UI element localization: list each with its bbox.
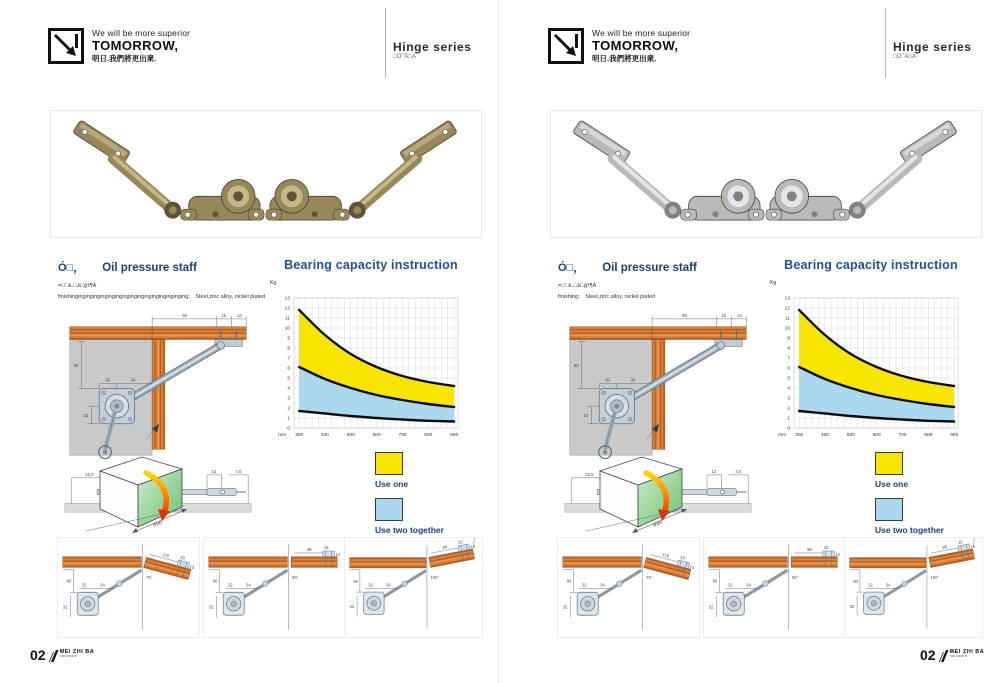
svg-text:32: 32 (849, 603, 855, 609)
svg-text:22.5: 22.5 (585, 471, 594, 477)
svg-text:8: 8 (787, 346, 790, 352)
svg-text:3: 3 (287, 396, 290, 402)
product-photo-box (550, 110, 982, 238)
svg-text:600: 600 (372, 433, 381, 438)
svg-text:10: 10 (784, 326, 790, 332)
svg-text:4: 4 (287, 386, 290, 392)
angle-diagram-75 (557, 537, 700, 638)
spec-line: =□′□k.□,k□ģ′t¶Ā (58, 283, 97, 289)
section-prefix-chinese: Ó□， (58, 262, 85, 274)
section-heading (558, 259, 697, 275)
svg-text:32: 32 (208, 604, 214, 610)
legend-item-use-two (875, 498, 944, 535)
svg-text:14: 14 (736, 312, 742, 318)
svg-text:80: 80 (353, 578, 358, 584)
footer-logo (49, 649, 95, 663)
svg-text:96: 96 (182, 312, 187, 318)
legend-item-use-one (875, 452, 944, 489)
svg-text:80: 80 (566, 578, 572, 584)
bearing-capacity-chart (760, 258, 982, 450)
brand-logo (548, 28, 584, 64)
svg-text:90°: 90° (792, 574, 799, 580)
footer-brand: MEI ZHI BA (59, 649, 95, 655)
svg-text:96: 96 (807, 547, 812, 553)
svg-text:32: 32 (727, 582, 733, 588)
section-title: Oil pressure staff (602, 262, 697, 274)
svg-text:32: 32 (227, 582, 233, 588)
series-subtitle: □O′˝A□A (393, 54, 417, 61)
legend-label: Use two together (375, 525, 444, 535)
legend-item-use-two (375, 498, 444, 535)
svg-text:0: 0 (787, 426, 790, 432)
svg-text:34: 34 (100, 582, 105, 588)
series-title: Hinge series (393, 40, 472, 54)
svg-text:80: 80 (212, 578, 218, 584)
cabinet-illustration (86, 449, 191, 539)
svg-text:32: 32 (81, 582, 87, 588)
svg-text:100°: 100° (430, 575, 440, 581)
series-block (393, 40, 472, 62)
cabinet-illustration (586, 449, 691, 539)
angle-diagram-90 (703, 537, 846, 638)
svg-text:11: 11 (285, 316, 290, 322)
svg-text:15: 15 (721, 312, 727, 318)
header-brand: TOMORROW, (92, 37, 179, 53)
chart-legend (875, 452, 944, 544)
header-brand: TOMORROW, (592, 37, 679, 53)
svg-text:75°: 75° (146, 574, 153, 580)
svg-text:14: 14 (335, 551, 341, 557)
svg-text:300: 300 (295, 433, 304, 438)
svg-text:88: 88 (942, 544, 948, 550)
chart-plot (260, 274, 482, 450)
footer-slash-icon (939, 649, 949, 663)
header-tagline: We will be more superior (592, 28, 691, 38)
svg-text:34: 34 (746, 582, 751, 588)
svg-text:13: 13 (784, 296, 790, 302)
svg-text:80: 80 (73, 362, 79, 368)
svg-text:2: 2 (287, 406, 290, 412)
section-title: Oil pressure staff (102, 262, 197, 274)
svg-text:80: 80 (853, 578, 858, 584)
section-heading (58, 259, 197, 275)
svg-text:5: 5 (787, 376, 790, 382)
legend-swatch-yellow (375, 452, 403, 475)
svg-text:4: 4 (787, 386, 790, 392)
svg-text:6: 6 (787, 366, 790, 372)
finishing-value: Steel,zinc alloy, nickel plated (195, 294, 266, 300)
svg-text:400: 400 (320, 433, 329, 438)
svg-text:400: 400 (820, 433, 829, 438)
svg-text:100°: 100° (930, 575, 940, 581)
header-tagline: We will be more superior (92, 28, 191, 38)
svg-text:96: 96 (307, 547, 312, 553)
svg-text:0: 0 (287, 426, 290, 432)
legend-swatch-blue (375, 498, 403, 521)
hinge-left-unit (73, 120, 264, 220)
hinge-left-unit (573, 120, 764, 220)
legend-label: Use one (375, 479, 409, 489)
legend-label: Use one (875, 479, 909, 489)
svg-text:15: 15 (221, 312, 227, 318)
footer-slash-icon (49, 649, 59, 663)
svg-text:13: 13 (284, 296, 290, 302)
bearing-capacity-chart (260, 258, 482, 450)
svg-text:500: 500 (846, 433, 855, 438)
angle-diagram-90 (203, 537, 346, 638)
chart-plot (760, 274, 982, 450)
svg-text:8: 8 (287, 346, 290, 352)
svg-text:32: 32 (83, 412, 89, 418)
hinge-product-image (51, 113, 479, 234)
svg-text:Kg: Kg (270, 280, 277, 286)
legend-swatch-blue (875, 498, 903, 521)
hinge-right-unit (266, 120, 457, 220)
series-subtitle: □O′˝A□A (893, 54, 917, 61)
page-number: 02 (30, 647, 46, 663)
svg-text:14: 14 (469, 543, 476, 550)
footer-brand-sub: hardware (949, 654, 968, 659)
svg-text:32: 32 (349, 603, 355, 609)
svg-text:32: 32 (868, 582, 873, 588)
catalog-page (500, 0, 1000, 683)
svg-text:34: 34 (600, 582, 605, 588)
svg-text:900: 900 (950, 433, 959, 438)
svg-text:15: 15 (957, 539, 964, 545)
svg-text:900: 900 (450, 433, 459, 438)
svg-text:32: 32 (708, 604, 714, 610)
svg-text:7: 7 (287, 356, 290, 362)
svg-text:14: 14 (969, 543, 976, 550)
hinge-product-image (551, 113, 979, 234)
series-block (893, 40, 972, 62)
angle-diagram-75 (57, 537, 200, 638)
svg-text:3: 3 (787, 396, 790, 402)
svg-text:96: 96 (682, 312, 687, 318)
svg-text:34: 34 (130, 377, 136, 383)
finishing-line (58, 292, 265, 300)
installation-diagram (560, 310, 756, 467)
page-footer (920, 648, 984, 663)
hinge-right-unit (766, 120, 957, 220)
svg-text:10: 10 (284, 326, 290, 332)
svg-text:15: 15 (323, 545, 329, 551)
svg-text:1: 1 (787, 416, 790, 422)
angle-diagram-100 (844, 537, 983, 638)
svg-text:7: 7 (787, 356, 790, 362)
svg-text:9: 9 (287, 336, 290, 342)
chart-legend (375, 452, 444, 544)
page-number: 02 (920, 647, 936, 663)
svg-text:800: 800 (424, 433, 433, 438)
installation-diagram (60, 310, 256, 467)
svg-text:30: 30 (105, 377, 110, 383)
svg-text:34: 34 (246, 582, 251, 588)
legend-item-use-one (375, 452, 444, 489)
svg-text:300: 300 (795, 433, 804, 438)
svg-text:18: 18 (179, 554, 186, 561)
svg-text:80: 80 (712, 578, 718, 584)
footer-brand-sub: hardware (59, 654, 78, 659)
finishing-value: Steel,zinc alloy, nickel plated (585, 294, 656, 300)
svg-text:18: 18 (679, 554, 686, 561)
svg-text:90°: 90° (292, 574, 299, 580)
svg-text:15: 15 (823, 545, 829, 551)
svg-text:12: 12 (711, 468, 717, 474)
svg-text:13: 13 (688, 564, 695, 571)
svg-text:32: 32 (562, 604, 568, 610)
legend-swatch-yellow (875, 452, 903, 475)
svg-text:34: 34 (885, 582, 891, 588)
svg-text:mm: mm (152, 519, 164, 529)
svg-text:12: 12 (284, 306, 290, 312)
svg-text:34: 34 (630, 377, 636, 383)
spec-line: =□′□k.□,k□ģ′t¶Ā (558, 283, 597, 289)
svg-text:2: 2 (787, 406, 790, 412)
svg-text:Kg: Kg (770, 280, 777, 286)
svg-text:15: 15 (457, 539, 464, 545)
header-divider (385, 8, 386, 78)
svg-text:mm: mm (278, 433, 287, 438)
header-divider (885, 8, 886, 78)
svg-text:500: 500 (346, 433, 355, 438)
chart-title: Bearing capacity instruction (284, 258, 458, 272)
svg-text:32: 32 (368, 582, 373, 588)
product-photo-box (50, 110, 482, 238)
svg-text:4.5: 4.5 (735, 468, 742, 474)
finishing-line (558, 292, 655, 300)
svg-text:88: 88 (442, 544, 448, 550)
header-text (92, 29, 190, 63)
svg-text:1: 1 (287, 416, 290, 422)
svg-text:32: 32 (62, 604, 68, 610)
svg-text:11: 11 (785, 316, 790, 322)
svg-text:30: 30 (605, 377, 610, 383)
svg-text:22.5: 22.5 (85, 471, 94, 477)
svg-text:5: 5 (287, 376, 290, 382)
svg-text:75°: 75° (646, 574, 653, 580)
legend-label: Use two together (875, 525, 944, 535)
section-prefix-chinese: Ó□， (558, 262, 585, 274)
svg-text:4.5: 4.5 (235, 468, 242, 474)
svg-text:80: 80 (66, 578, 72, 584)
header-text (592, 29, 690, 63)
svg-text:14: 14 (835, 551, 841, 557)
brand-logo (48, 28, 84, 64)
svg-text:mm: mm (778, 433, 787, 438)
svg-text:34: 34 (385, 582, 391, 588)
footer-logo (939, 649, 985, 663)
chart-title: Bearing capacity instruction (784, 258, 958, 272)
svg-text:700: 700 (898, 433, 907, 438)
svg-text:6: 6 (287, 366, 290, 372)
finishing-label: finishing： (558, 294, 584, 300)
svg-text:700: 700 (398, 433, 407, 438)
angle-diagram-100 (344, 537, 483, 638)
header-brand-chinese: 明日.我們將更出衆. (92, 53, 157, 63)
finishing-label: finishinginginginginginginginginginginginginginginging： (58, 294, 194, 300)
svg-text:800: 800 (924, 433, 933, 438)
svg-text:12: 12 (784, 306, 790, 312)
svg-text:9: 9 (787, 336, 790, 342)
series-title: Hinge series (893, 40, 972, 54)
svg-text:32: 32 (581, 582, 587, 588)
svg-text:80: 80 (573, 362, 579, 368)
svg-text:32: 32 (583, 412, 589, 418)
svg-text:600: 600 (872, 433, 881, 438)
svg-text:13: 13 (188, 564, 195, 571)
footer-brand: MEI ZHI BA (949, 649, 985, 655)
svg-text:12: 12 (211, 468, 217, 474)
svg-text:116: 116 (661, 551, 670, 559)
svg-text:mm: mm (652, 519, 664, 529)
svg-text:14: 14 (236, 312, 242, 318)
svg-text:116: 116 (161, 551, 170, 559)
header-brand-chinese: 明日.我們將更出衆. (592, 53, 657, 63)
page-footer (30, 648, 94, 663)
